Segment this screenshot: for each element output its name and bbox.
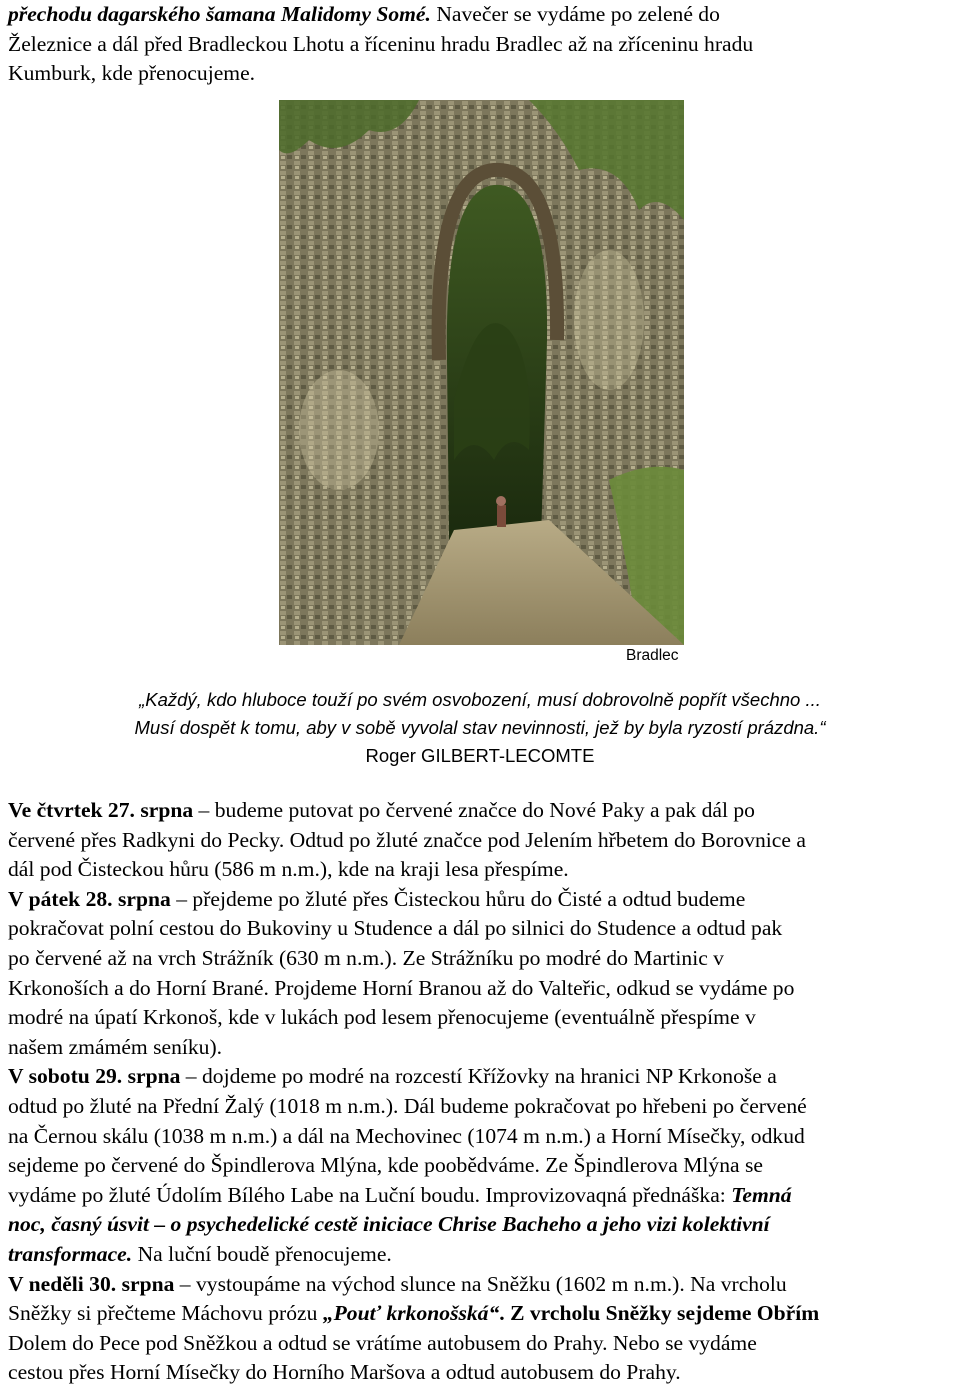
saturday-line-1: – dojdeme po modré na rozcestí Křížovky na hranici NP Krkonoše a — [180, 1064, 777, 1089]
macha-prose-title: „Pouť krkonošská“ — [322, 1301, 500, 1326]
saturday-line-2: odtud po žluté na Přední Žalý (1018 m n.m.). Dál budeme pokračovat po hřebeni po červené — [8, 1093, 807, 1118]
quote-line-1: „Každý, kdo hluboce touží po svém osvobození, musí dobrovolně popřít všechno ... — [139, 689, 821, 710]
intro-italic-bold: přechodu dagarského šamana Malidomy Somé. — [8, 2, 431, 26]
sunday-line-2a: Sněžky si přečteme Máchovu prózu — [8, 1301, 323, 1326]
intro-paragraph — [8, 0, 958, 89]
saturday-line-7: Na luční boudě přenocujeme. — [132, 1241, 392, 1266]
bradlec-ruin-photo — [279, 100, 684, 645]
friday-month: srpna — [112, 886, 171, 911]
saturday-line-3: na Černou skálu (1038 m n.m.) a dál na Mechovinec (1074 m n.m.) a Horní Mísečky, odkud — [8, 1123, 805, 1148]
friday-line-6: našem zmámém seníku). — [8, 1034, 223, 1059]
photo-caption: Bradlec — [626, 647, 679, 664]
friday-line-5: modré na úpatí Krkonoš, kde v lukách pod lesem přenocujeme (eventuálně přespíme v — [8, 1005, 756, 1030]
friday-line-2: pokračovat polní cestou do Bukoviny u Studence a dál po silnici do Studence a odtud pak — [8, 916, 783, 941]
saturday-line-4: sejdeme po červené do Špindlerova Mlýna, kde poobědváme. Ze Špindlerova Mlýna se — [8, 1153, 763, 1178]
thursday-month: srpna — [134, 798, 194, 822]
lecture-title-start: Temná — [731, 1182, 792, 1207]
lecture-title-end: transformace. — [8, 1241, 133, 1266]
sunday-line-3: Dolem do Pece pod Sněžkou a odtud se vrátíme autobusem do Prahy. Nebo se vydáme — [8, 1330, 757, 1355]
itinerary-text — [8, 796, 958, 1388]
sunday-line-1: – vystoupáme na východ slunce na Sněžku (1602 m n.m.). Na vrcholu — [174, 1271, 787, 1296]
ruin-illustration — [279, 100, 684, 645]
saturday-month: srpna — [122, 1064, 181, 1089]
sunday-month: srpna — [116, 1271, 175, 1296]
intro-line2: Železnice a dál před Bradleckou Lhotu a říceninu hradu Bradlec až na zříceninu hradu — [8, 31, 754, 56]
friday-line-1: – přejdeme po žluté přes Čisteckou hůru do Čisté a odtud budeme — [170, 886, 746, 911]
intro-line3: Kumburk, kde přenocujeme. — [8, 61, 256, 86]
saturday-line-5b: . Improvizovaqná přednáška: — [474, 1182, 732, 1207]
thursday-line-2: červené přes Radkyni do Pecky. Odtud po žluté značce pod Jelením hřbetem do Borovnice a — [8, 827, 806, 852]
saturday-line-5a: vydáme po žluté Údolím Bílého Labe na Luční boudu — [8, 1182, 475, 1207]
thursday-line-1: – budeme putovat po červené značce do Nové Paky a pak dál po — [193, 798, 755, 822]
thursday-label: Ve čtvrtek 27. — [8, 798, 135, 822]
thursday-line-3: dál pod Čisteckou hůru (586 m n.m.), kde na kraji lesa přespíme. — [8, 857, 569, 882]
friday-line-4: Krkonoších a do Horní Brané. Projdeme Horní Branou až do Valteřic, odkud se vydáme po — [8, 975, 795, 1000]
quote-author: Roger GILBERT-LECOMTE — [365, 745, 595, 766]
quote-line-2: Musí dospět k tomu, aby v sobě vyvolal stav nevinnosti, jež by byla ryzostí prázdna.“ — [134, 717, 826, 738]
sunday-line-4: cestou přes Horní Mísečky do Horního Maršova a odtud autobusem do Prahy. — [8, 1360, 681, 1385]
friday-line-3: po červené až na vrch Strážník (630 m n.m.). Ze Strážníku po modré do Martinic v — [8, 945, 724, 970]
saturday-label: V sobotu 29. — [8, 1064, 123, 1089]
friday-label: V pátek 28. — [8, 886, 113, 911]
intro-line1-rest: Navečer se vydáme po zelené do — [430, 2, 720, 26]
sunday-label: V neděli 30. — [8, 1271, 117, 1296]
lecture-title-line: noc, časný úsvit – o psychedelické cestě iniciace Chrise Bacheho a jeho vizi kolektivní — [8, 1212, 770, 1237]
sunday-line-2c: . Z vrcholu Sněžky sejdeme Obřím — [499, 1301, 820, 1326]
